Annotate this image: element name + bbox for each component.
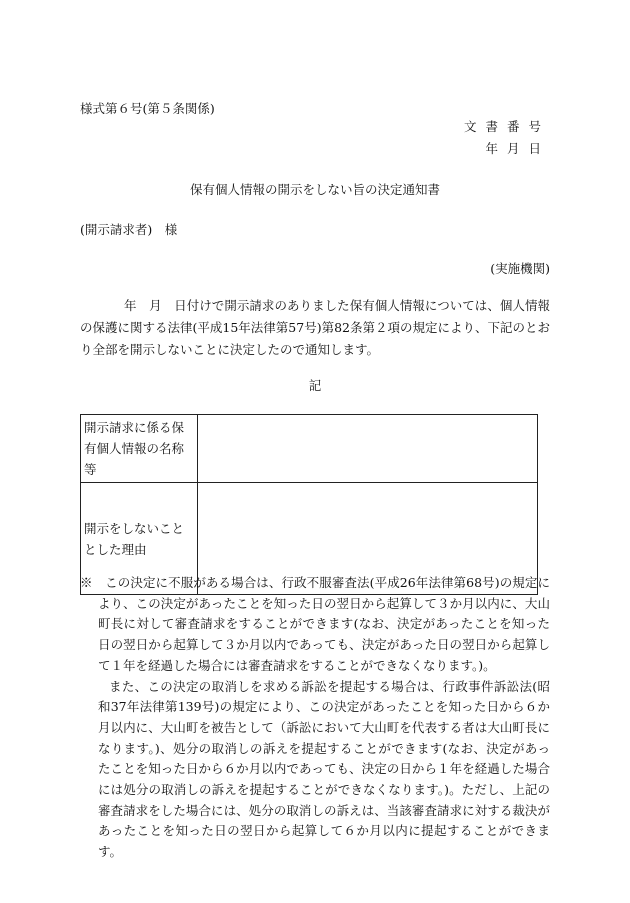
date-label: 年月日 — [485, 141, 550, 156]
implementing-agency-line: (実施機関) — [490, 261, 550, 276]
ki-heading: 記 — [308, 378, 322, 393]
row-value-info-name — [198, 415, 538, 483]
body-text: 年 月 日付けで開示請求のありました保有個人情報については、個人情報の保護に関する法律(平成15年法律第57号)第82条第２項の規定により、下記のとおり全部を開示しないことに決定したので通知します。 — [80, 298, 550, 357]
recipient-line: (開示請求者) 様 — [80, 222, 178, 237]
form-identifier: 様式第６号(第５条関係) — [80, 101, 215, 116]
body-paragraph — [80, 295, 550, 361]
note-lawsuit: また、この決定の取消しを求める訴訟を提起する場合は、行政事件訴訟法(昭和37年法律第139号)の規定により、この決定があったことを知った日から６か月以内に、大山町を被告として（訴訟において大山町を代表する者は大山町長になります。)、処分の取消しの訴えを提起することができます(なお、決定があったことを知った日から６か月以内であっても、決定の日から１年を経過した場合には処分の取消しの訴えを提起することができなくなります。)。ただし、上記の審査請求をした場合には、処分の取消しの訴えは、当該審査請求に対する裁決があったことを知った日の翌日から起算して６か月以内に提起することができます。 — [98, 678, 550, 860]
table-row — [81, 415, 538, 483]
note-appeal: ※ この決定に不服がある場合は、行政不服審査法(平成26年法律第68号)の規定により、この決定があったことを知った日の翌日から起算して３か月以内に、大山町長に対して審査請求をすることができます(なお、決定があったことを知った日の翌日から起算して３か月以内であっても、決定があった日の翌日から起算して１年を経過した場合には審査請求をすることができなくなります。)。 — [80, 575, 550, 673]
document-title: 保有個人情報の開示をしない旨の決定通知書 — [189, 182, 440, 197]
row-label-reason: 開示をしないこととした理由 — [81, 483, 198, 595]
document-number-label: 文書番号 — [463, 119, 550, 134]
notes-section — [80, 573, 550, 863]
decision-info-table — [80, 414, 538, 595]
row-label-info-name: 開示請求に係る保有個人情報の名称等 — [81, 415, 198, 483]
